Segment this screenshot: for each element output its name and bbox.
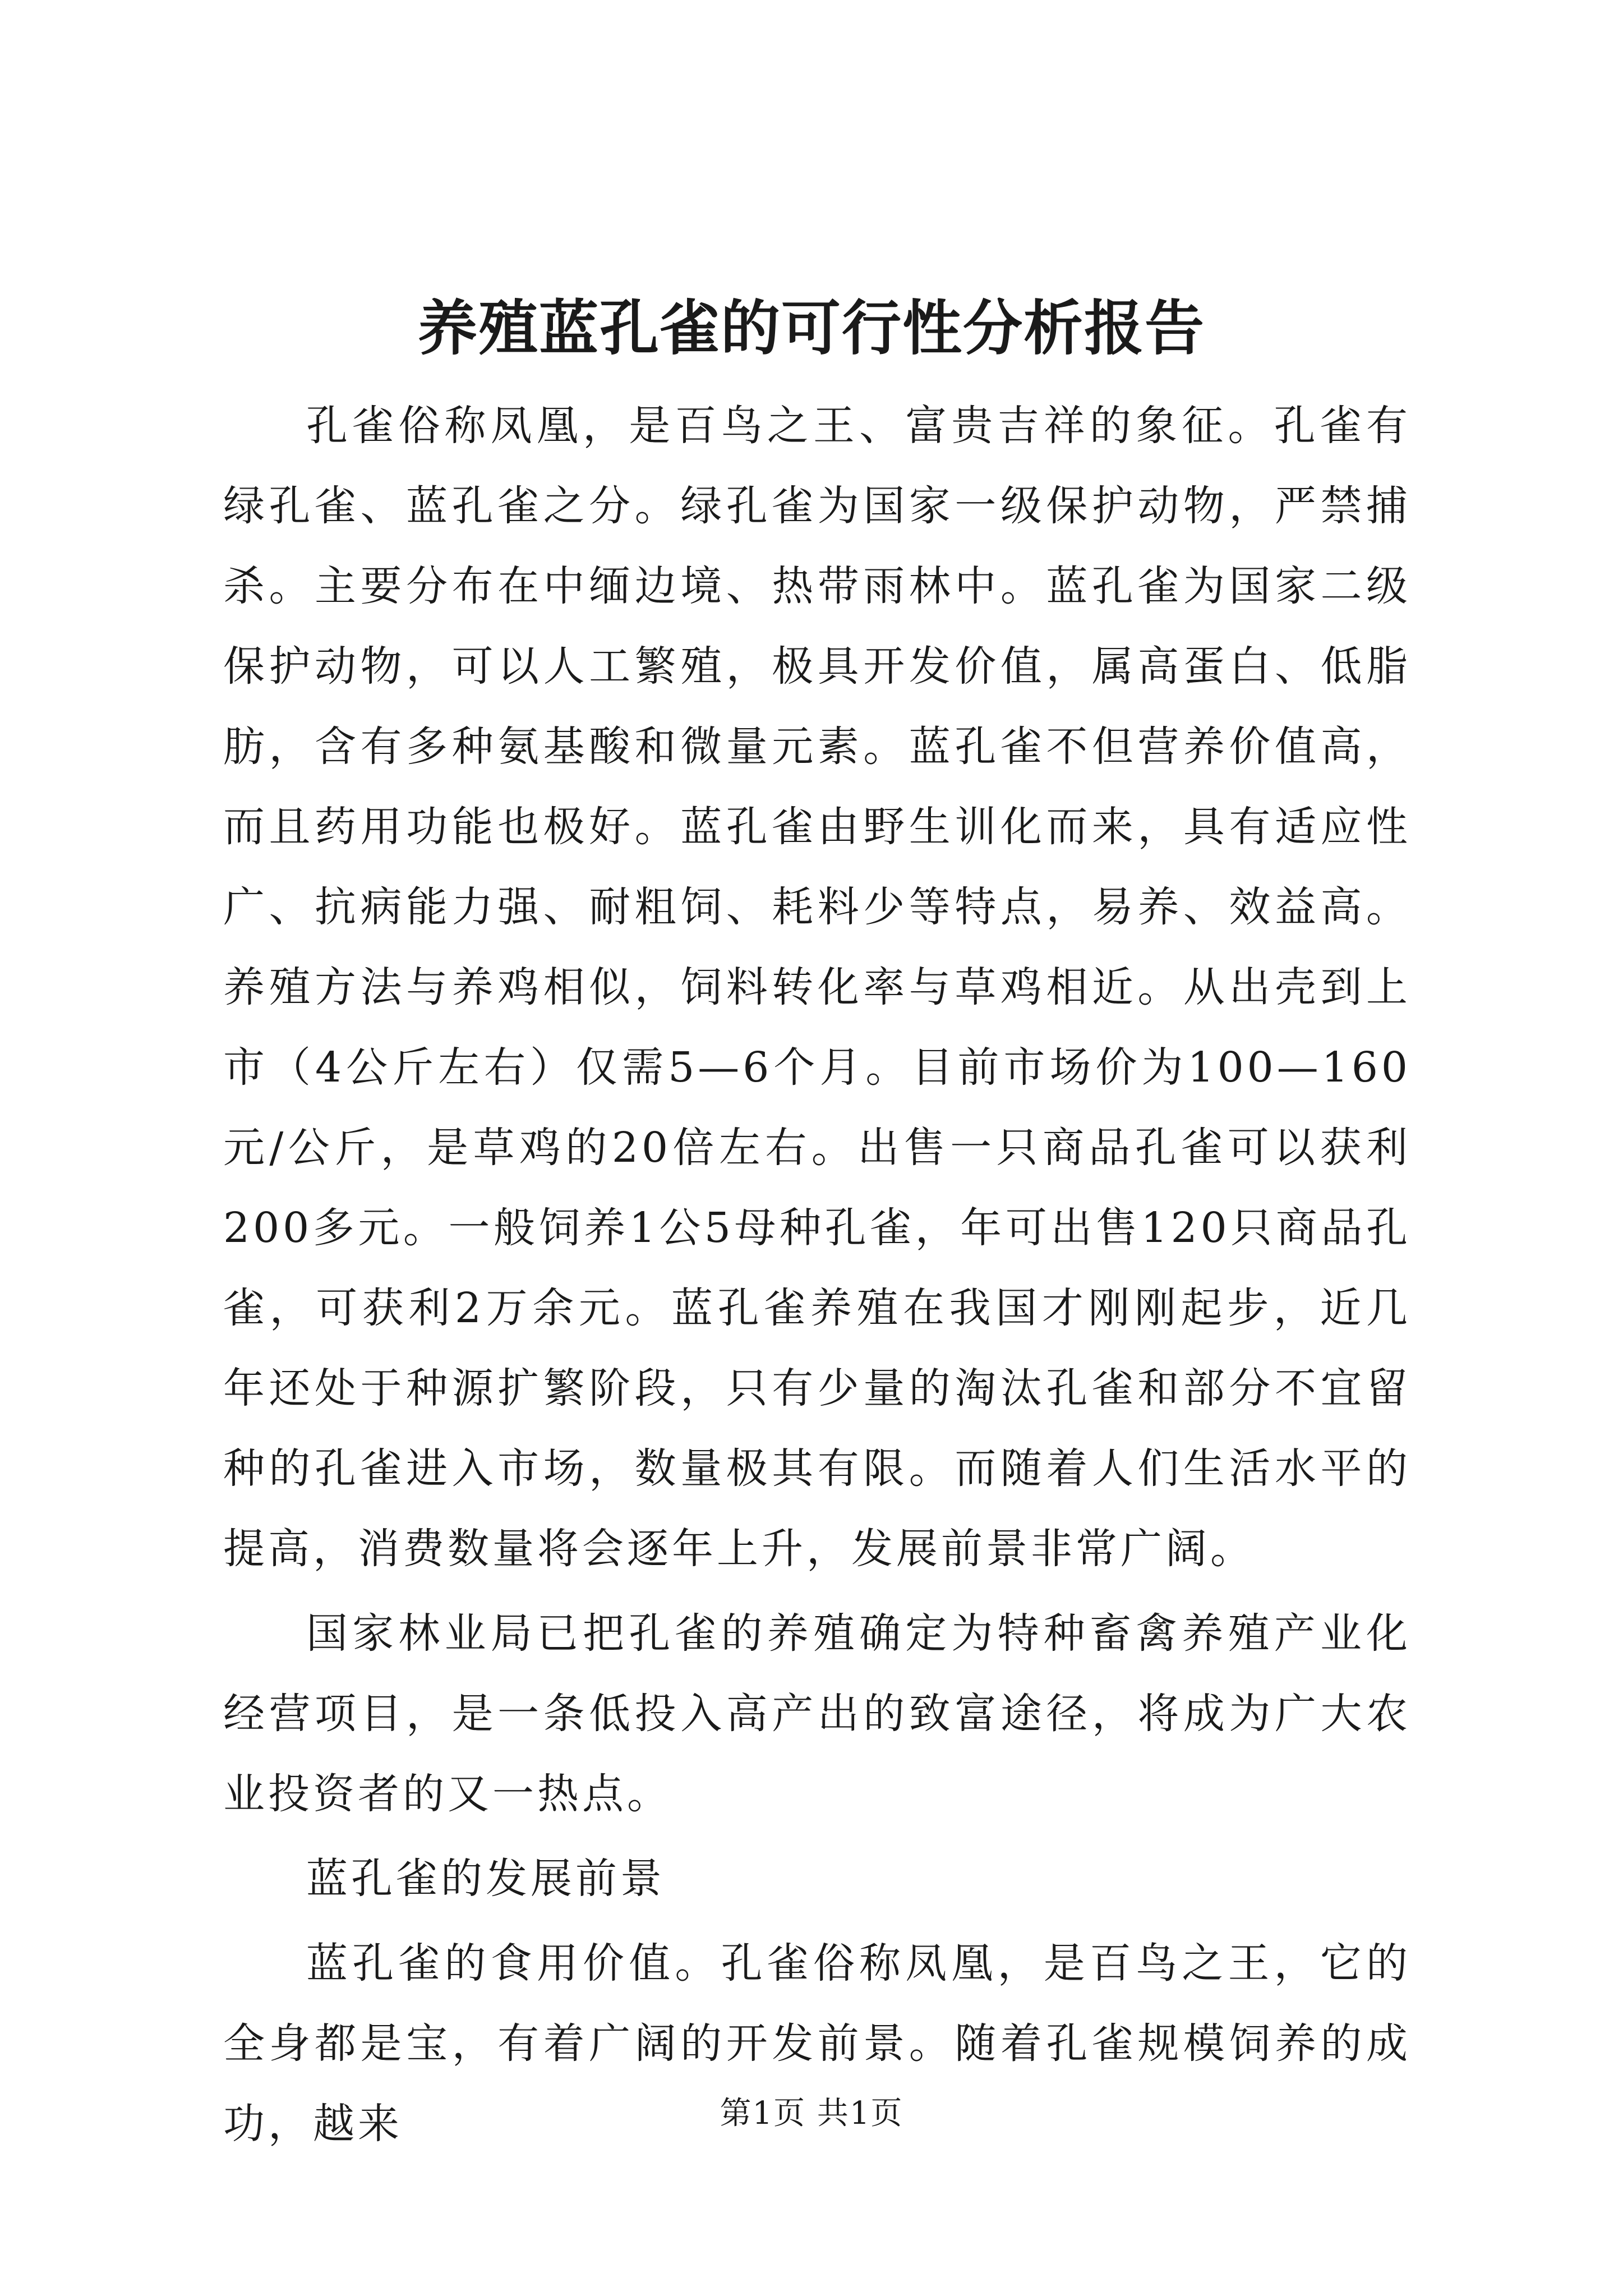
body-paragraph: 蓝孔雀的食用价值。孔雀俗称凤凰，是百鸟之王，它的全身都是宝，有着广阔的开发前景。随着孔雀规模饲养的成功，越来 [223,1939,1411,2148]
document-title: 养殖蓝孔雀的可行性分析报告 [418,293,1205,363]
document-body [223,386,1411,2164]
body-paragraph: 孔雀俗称凤凰，是百鸟之王、富贵吉祥的象征。孔雀有绿孔雀、蓝孔雀之分。绿孔雀为国家一级保护动物，严禁捕杀。主要分布在中缅边境、热带雨林中。蓝孔雀为国家二级保护动物，可以人工繁殖，极具开发价值，属高蛋白、低脂肪，含有多种氨基酸和微量元素。蓝孔雀不但营养价值高，而且药用功能也极好。蓝孔雀由野生训化而来，具有适应性广、抗病能力强、耐粗饲、耗料少等特点，易养、效益高。养殖方法与养鸡相似，饲料转化率与草鸡相近。从出壳到上市（4公斤左右）仅需5—6个月。目前市场价为100—160元/公斤，是草鸡的20倍左右。出售一只商品孔雀可以获利200多元。一般饲养1公5母种孔雀，年可出售120只商品孔雀，可获利2万余元。蓝孔雀养殖在我国才刚刚起步，近几年还处于种源扩繁阶段，只有少量的淘汰孔雀和部分不宜留种的孔雀进入市场，数量极其有限。而随着人们生活水平的提高，消费数量将会逐年上升，发展前景非常广阔。 [223,402,1411,1573]
section-heading: 蓝孔雀的发展前景 [306,1855,665,1903]
page-number-footer: 第1页 共1页 [720,2095,903,2132]
body-paragraph: 国家林业局已把孔雀的养殖确定为特种畜禽养殖产业化经营项目，是一条低投入高产出的致富途径，将成为广大农业投资者的又一热点。 [223,1609,1411,1818]
